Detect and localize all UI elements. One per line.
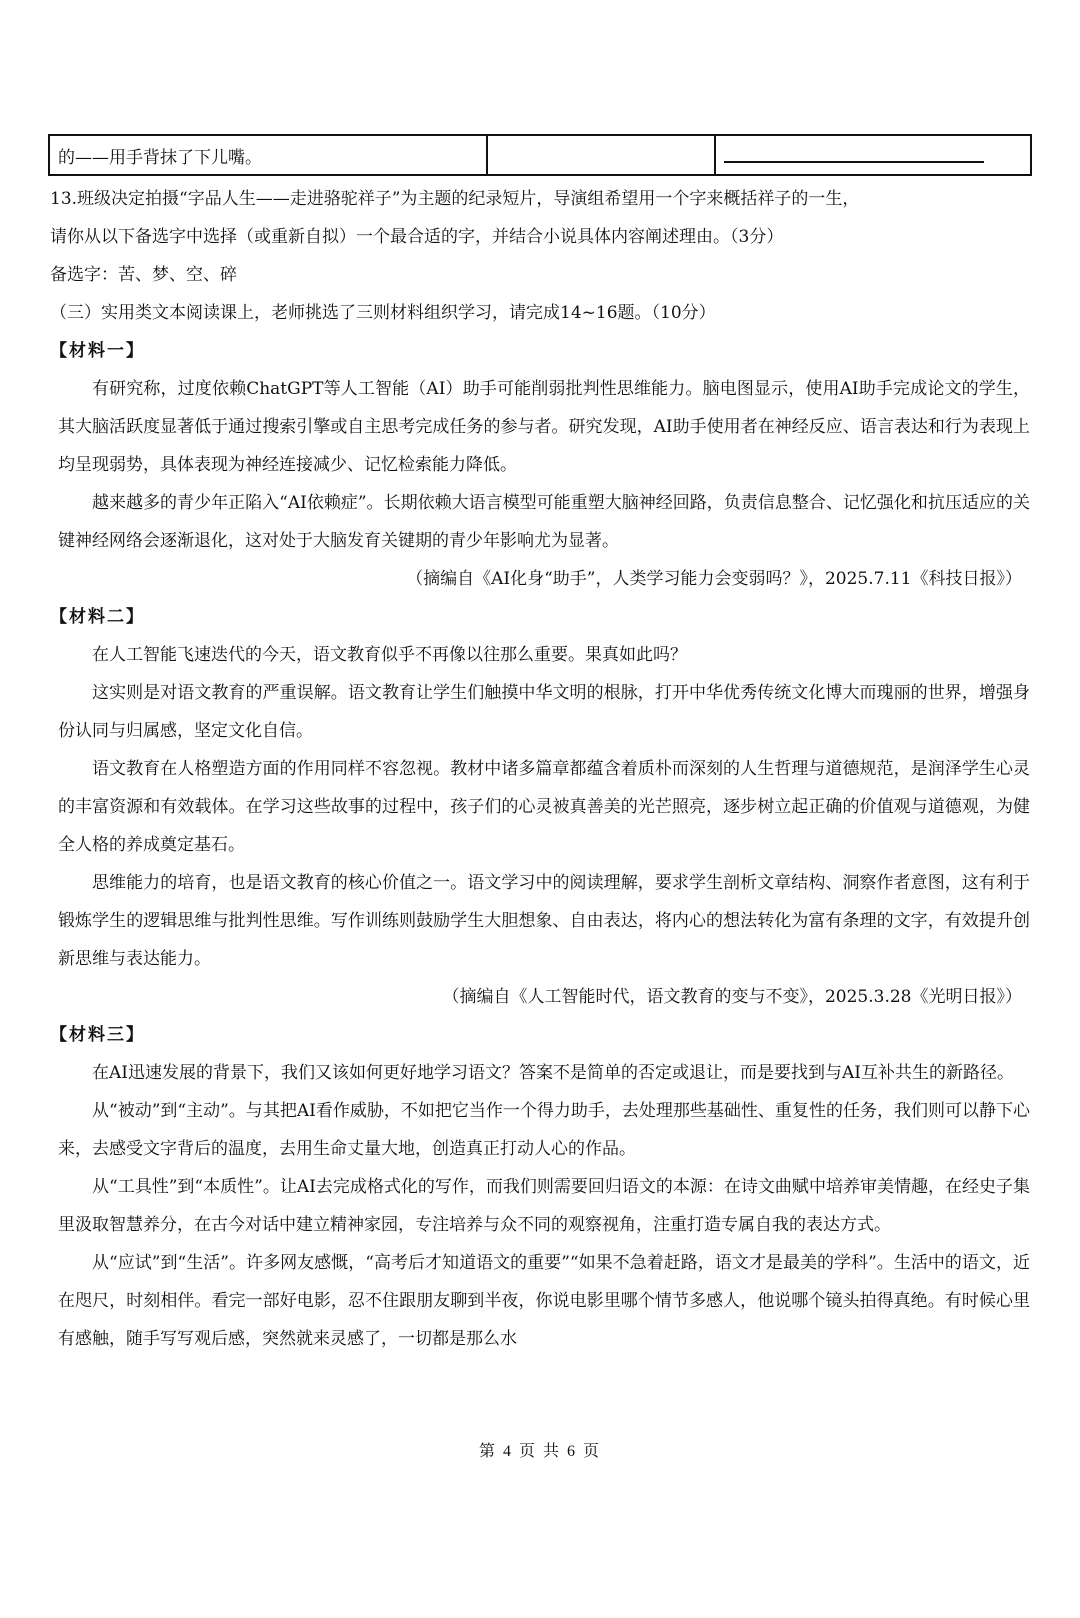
page-number: 第 4 页 共 6 页 <box>478 1443 601 1460</box>
material2-source: （摘编自《人工智能时代，语文教育的变与不变》，2025.3.28《光明日报》） <box>442 987 1022 1007</box>
material1-source: （摘编自《AI化身“助手”，人类学习能力会变弱吗？》，2025.7.11《科技日报》） <box>406 569 1022 589</box>
material3-paragraph: 从“应试”到“生活”。许多网友感慨，“高考后才知道语文的重要”“如果不急着赶路，语文才是最美的学科”。生活中的语文，近在咫尺，时刻相伴。看完一部好电影，忍不住跟朋友聊到半夜，你说电影里哪个情节多感人，他说哪个镜头拍得真绝。有时候心里有感触，随手写写观后感，突然就来灵感了，一切都是那么水 <box>58 1253 1030 1349</box>
page-content <box>50 180 1030 1358</box>
question-13-options: 备选字：苦、梦、空、碎 <box>50 265 237 285</box>
material2-paragraph: 在人工智能飞速迭代的今天，语文教育似乎不再像以往那么重要。果真如此吗？ <box>92 645 687 665</box>
material1-paragraph: 有研究称，过度依赖ChatGPT等人工智能（AI）助手可能削弱批判性思维能力。脑电图显示，使用AI助手完成论文的学生，其大脑活跃度显著低于通过搜索引擎或自主思考完成任务的参与者。研究发现，AI助手使用者在神经反应、语言表达和行为表现上均呈现弱势，具体表现为神经连接减少、记忆检索能力降低。 <box>58 379 1030 475</box>
question-13-line2: 请你从以下备选字中选择（或重新自拟）一个最合适的字，并结合小说具体内容阐述理由。（3分） <box>50 227 784 247</box>
material1-label: 【材料一】 <box>50 341 145 361</box>
material3-paragraph: 在AI迅速发展的背景下，我们又该如何更好地学习语文？答案不是简单的否定或退让，而是要找到与AI互补共生的新路径。 <box>92 1063 1014 1083</box>
material2-paragraph: 思维能力的培育，也是语文教育的核心价值之一。语文学习中的阅读理解，要求学生剖析文章结构、洞察作者意图，这有利于锻炼学生的逻辑思维与批判性思维。写作训练则鼓励学生大胆想象、自由表达，将内心的想法转化为富有条理的文字，有效提升创新思维与表达能力。 <box>58 873 1030 969</box>
material3-paragraph: 从“被动”到“主动”。与其把AI看作威胁，不如把它当作一个得力助手，去处理那些基础性、重复性的任务，我们则可以静下心来，去感受文字背后的温度，去用生命丈量大地，创造真正打动人心的作品。 <box>58 1101 1030 1159</box>
question-13-line1: 13.班级决定拍摄“字品人生——走进骆驼祥子”为主题的纪录短片，导演组希望用一个字来概括祥子的一生， <box>50 189 860 209</box>
table-row <box>49 135 1031 175</box>
table-cell-empty <box>487 135 715 175</box>
material2-paragraph: 语文教育在人格塑造方面的作用同样不容忽视。教材中诸多篇章都蕴含着质朴而深刻的人生哲理与道德规范，是润泽学生心灵的丰富资源和有效载体。在学习这些故事的过程中，孩子们的心灵被真善美的光芒照亮，逐步树立起正确的价值观与道德观，为健全人格的养成奠定基石。 <box>58 759 1030 855</box>
material2-label: 【材料二】 <box>50 607 145 627</box>
answer-table <box>48 134 1032 176</box>
table-cell-text: 的——用手背抹了下儿嘴。 <box>49 135 487 175</box>
answer-blank-line <box>724 143 984 163</box>
material1-paragraph: 越来越多的青少年正陷入“AI依赖症”。长期依赖大语言模型可能重塑大脑神经回路，负责信息整合、记忆强化和抗压适应的关键神经网络会逐渐退化，这对处于大脑发育关键期的青少年影响尤为显著。 <box>58 493 1030 551</box>
material3-label: 【材料三】 <box>50 1025 145 1045</box>
material2-paragraph: 这实则是对语文教育的严重误解。语文教育让学生们触摸中华文明的根脉，打开中华优秀传统文化博大而瑰丽的世界，增强身份认同与归属感，坚定文化自信。 <box>58 683 1030 741</box>
table-cell-answer-line <box>715 135 1031 175</box>
material3-paragraph: 从“工具性”到“本质性”。让AI去完成格式化的写作，而我们则需要回归语文的本源：在诗文曲赋中培养审美情趣，在经史子集里汲取智慧养分，在古今对话中建立精神家园，专注培养与众不同的观察视角，注重打造专属自我的表达方式。 <box>58 1177 1030 1235</box>
section3-intro: （三）实用类文本阅读课上，老师挑选了三则材料组织学习，请完成14~16题。（10分） <box>50 303 716 323</box>
